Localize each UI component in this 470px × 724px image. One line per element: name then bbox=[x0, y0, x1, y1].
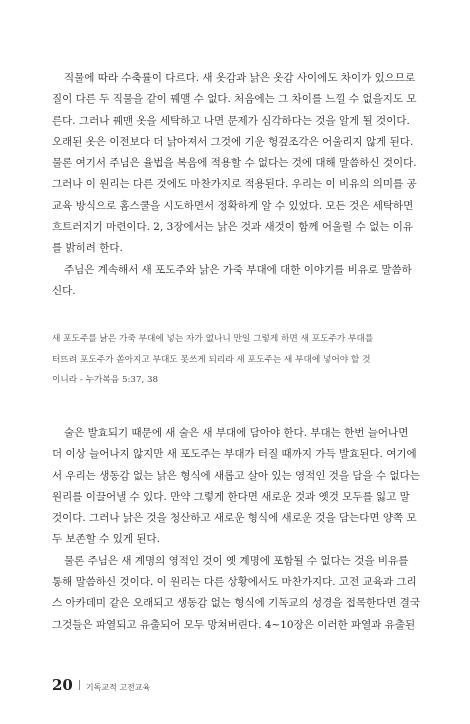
text-line: 를 밝히려 한다. bbox=[52, 242, 123, 255]
page-footer bbox=[52, 676, 150, 694]
text-line: 그러나 이 원리는 다른 것에도 마찬가지로 적용된다. 우리는 이 비유의 의미를 공 bbox=[52, 178, 417, 191]
text-line: 신다. bbox=[52, 284, 76, 297]
paragraph bbox=[52, 551, 454, 636]
text-line: 더 이상 늘어나지 않지만 새 포도주는 부대가 터질 때까지 가득 발효된다. 여기에 bbox=[52, 448, 417, 461]
scripture-quote bbox=[52, 329, 457, 391]
text-line: 직물에 따라 수축률이 다르다. 새 옷감과 낡은 옷감 사이에도 차이가 있으므로 bbox=[64, 72, 416, 84]
paragraph bbox=[52, 260, 454, 303]
text-line: 그것들은 파열되고 유출되어 모두 망쳐버린다. 4~10장은 이러한 파열과 유출된 bbox=[52, 618, 416, 631]
text-line: 주님은 계속해서 새 포도주와 낡은 가죽 부대에 대한 이야기를 비유로 말씀하 bbox=[64, 263, 412, 276]
text-line: 술은 발효되기 때문에 새 술은 새 부대에 담아야 한다. 부대는 한번 늘어나면 bbox=[64, 427, 409, 439]
text-line: 것이다. 그러나 낡은 것을 청산하고 새로운 형식에 새로운 것을 담는다면 양쪽 모 bbox=[52, 512, 417, 525]
quote-line: 새 포도주를 낡은 가죽 부대에 넣는 자가 없나니 만일 그렇게 하면 새 포도주가 부대를 bbox=[52, 334, 374, 344]
text-line: 물론 주님은 새 계명의 영적인 것이 옛 계명에 포함될 수 없다는 것을 비유를 bbox=[64, 554, 409, 567]
text-line: 원리를 이끌어낼 수 있다. 만약 그렇게 한다면 새로운 것과 옛것 모두를 잃고 말 bbox=[52, 490, 410, 503]
running-title: 기독교적 고전교육 bbox=[85, 683, 151, 692]
paragraph-wine-analogy bbox=[52, 423, 454, 636]
page-number: 20 bbox=[52, 676, 73, 694]
paragraph bbox=[52, 68, 454, 260]
text-line: 교육 방식으로 홈스쿨을 시도하면서 정확하게 알 수 있었다. 모든 것은 세탁하면 bbox=[52, 199, 414, 212]
text-line: 른다. 그러나 꿰맨 옷을 세탁하고 나면 문제가 심각하다는 것을 알게 될 것이다. bbox=[52, 114, 410, 127]
text-line: 통해 말씀하신 것이다. 이 원리는 다른 상황에서도 마찬가지다. 고전 교육과 그리 bbox=[52, 576, 417, 589]
footer-divider bbox=[79, 680, 80, 690]
quote-line: 터뜨려 포도주가 쏟아지고 부대도 못쓰게 되리라 새 포도주는 새 부대에 넣어야 할 것 bbox=[52, 354, 371, 365]
paragraph bbox=[52, 423, 454, 551]
text-line: 두 보존할 수 있게 된다. bbox=[52, 533, 160, 546]
text-line: 오래된 옷은 이전보다 더 낡아져서 그것에 기운 헝겊조각은 어울리지 않게 된다. bbox=[52, 135, 414, 148]
text-line: 서 우리는 생동감 없는 낡은 형식에 새롭고 살아 있는 영적인 것을 담을 수 없다는 bbox=[52, 469, 420, 482]
paragraph-textile-analogy bbox=[52, 68, 454, 302]
text-line: 흐트러지기 마련이다. 2, 3장에서는 낡은 것과 새것이 함께 어울릴 수 없는 이유 bbox=[52, 221, 414, 234]
quote-line: 이니라 - 누가복음 5:37, 38 bbox=[52, 375, 159, 385]
text-line: 물론 여기서 주님은 율법을 복음에 적용할 수 없다는 것에 대해 말씀하신 것이다. bbox=[52, 157, 417, 170]
text-line: 스 아카데미 같은 오래되고 생동감 없는 형식에 기독교의 성경을 접목한다면 결국 bbox=[52, 597, 421, 610]
quote-text bbox=[52, 329, 457, 391]
text-line: 질이 다른 두 직물을 같이 꿰맬 수 없다. 처음에는 그 차이를 느낄 수 없을지도 모 bbox=[52, 93, 417, 106]
